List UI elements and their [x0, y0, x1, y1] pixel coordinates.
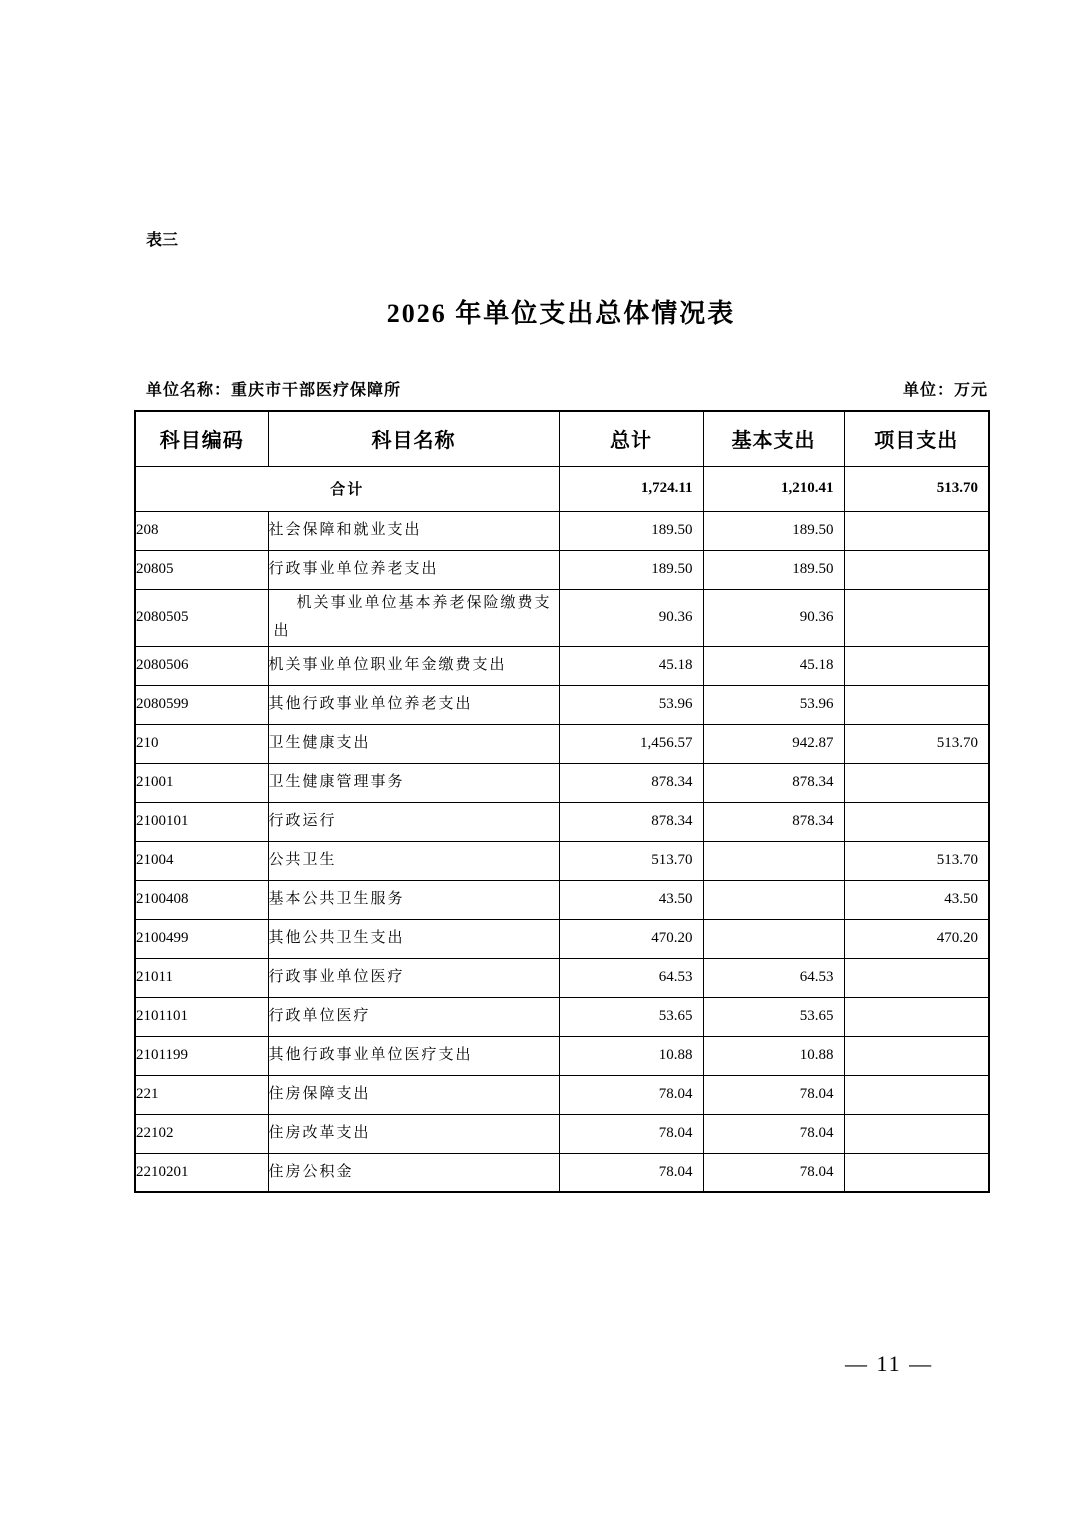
basic-expenditure-cell: 78.04 [703, 1153, 844, 1192]
total-row-total: 1,724.11 [559, 466, 703, 511]
basic-expenditure-cell: 878.34 [703, 802, 844, 841]
table-label: 表三 [146, 232, 179, 249]
subject-name-cell: 卫生健康管理事务 [268, 763, 559, 802]
total-cell: 470.20 [559, 919, 703, 958]
project-expenditure-cell: 43.50 [844, 880, 989, 919]
project-expenditure-cell [844, 763, 989, 802]
total-cell: 1,456.57 [559, 724, 703, 763]
table-row [135, 919, 989, 958]
subject-code-cell: 2100499 [135, 919, 268, 958]
subject-code-cell: 21011 [135, 958, 268, 997]
basic-expenditure-cell: 189.50 [703, 511, 844, 550]
total-cell: 189.50 [559, 550, 703, 589]
project-expenditure-cell [844, 997, 989, 1036]
basic-expenditure-cell [703, 841, 844, 880]
project-expenditure-cell: 513.70 [844, 724, 989, 763]
table-row [135, 880, 989, 919]
basic-expenditure-cell [703, 880, 844, 919]
subject-code-cell: 2210201 [135, 1153, 268, 1192]
basic-expenditure-cell: 78.04 [703, 1075, 844, 1114]
table-row [135, 646, 989, 685]
table-row [135, 589, 989, 646]
subject-name-cell: 公共卫生 [268, 841, 559, 880]
expenditure-table [134, 410, 990, 1193]
subject-name-cell: 行政单位医疗 [268, 997, 559, 1036]
subject-code-cell: 2100408 [135, 880, 268, 919]
total-cell: 45.18 [559, 646, 703, 685]
total-row-project: 513.70 [844, 466, 989, 511]
project-expenditure-cell: 470.20 [844, 919, 989, 958]
subject-code-cell: 2100101 [135, 802, 268, 841]
basic-expenditure-cell: 189.50 [703, 550, 844, 589]
project-expenditure-cell [844, 550, 989, 589]
subject-name-cell: 行政事业单位养老支出 [268, 550, 559, 589]
project-expenditure-cell [844, 589, 989, 646]
subject-code-cell: 208 [135, 511, 268, 550]
col-header-total: 总计 [559, 411, 703, 466]
subject-code-cell: 210 [135, 724, 268, 763]
subject-name-cell: 基本公共卫生服务 [268, 880, 559, 919]
total-cell: 78.04 [559, 1075, 703, 1114]
total-row-label: 合计 [135, 466, 559, 511]
subject-code-cell: 2101199 [135, 1036, 268, 1075]
subject-name-cell: 行政事业单位医疗 [268, 958, 559, 997]
table-row [135, 724, 989, 763]
subject-name-cell: 其他行政事业单位养老支出 [268, 685, 559, 724]
meta-row [146, 377, 988, 400]
subject-name-cell: 其他公共卫生支出 [268, 919, 559, 958]
basic-expenditure-cell: 45.18 [703, 646, 844, 685]
basic-expenditure-cell: 878.34 [703, 763, 844, 802]
unit-name-label: 单位名称：重庆市干部医疗保障所 [146, 382, 402, 399]
subject-code-cell: 2080506 [135, 646, 268, 685]
total-cell: 64.53 [559, 958, 703, 997]
project-expenditure-cell [844, 1153, 989, 1192]
project-expenditure-cell [844, 958, 989, 997]
total-cell: 878.34 [559, 802, 703, 841]
subject-code-cell: 2080599 [135, 685, 268, 724]
subject-name-cell: 卫生健康支出 [268, 724, 559, 763]
project-expenditure-cell [844, 1036, 989, 1075]
basic-expenditure-cell: 942.87 [703, 724, 844, 763]
project-expenditure-cell: 513.70 [844, 841, 989, 880]
total-cell: 189.50 [559, 511, 703, 550]
table-row [135, 685, 989, 724]
subject-name-cell: 机关事业单位职业年金缴费支出 [268, 646, 559, 685]
table-row [135, 1114, 989, 1153]
basic-expenditure-cell: 64.53 [703, 958, 844, 997]
basic-expenditure-cell [703, 919, 844, 958]
page-number: — 11 — [845, 1351, 934, 1376]
table-row [135, 997, 989, 1036]
project-expenditure-cell [844, 1075, 989, 1114]
basic-expenditure-cell: 78.04 [703, 1114, 844, 1153]
table-row [135, 763, 989, 802]
project-expenditure-cell [844, 802, 989, 841]
table-row [135, 1075, 989, 1114]
subject-code-cell: 2101101 [135, 997, 268, 1036]
col-header-subject-name: 科目名称 [268, 411, 559, 466]
project-expenditure-cell [844, 1114, 989, 1153]
project-expenditure-cell [844, 646, 989, 685]
table-row [135, 550, 989, 589]
total-cell: 513.70 [559, 841, 703, 880]
table-row [135, 841, 989, 880]
basic-expenditure-cell: 10.88 [703, 1036, 844, 1075]
subject-code-cell: 21001 [135, 763, 268, 802]
header-row [135, 411, 989, 466]
table-row [135, 958, 989, 997]
total-cell: 78.04 [559, 1114, 703, 1153]
basic-expenditure-cell: 53.96 [703, 685, 844, 724]
subject-name-cell: 社会保障和就业支出 [268, 511, 559, 550]
total-cell: 90.36 [559, 589, 703, 646]
total-cell: 10.88 [559, 1036, 703, 1075]
subject-name-cell: 机关事业单位基本养老保险缴费支出 [268, 589, 559, 646]
total-cell: 43.50 [559, 880, 703, 919]
basic-expenditure-cell: 53.65 [703, 997, 844, 1036]
subject-code-cell: 20805 [135, 550, 268, 589]
subject-name-cell: 住房公积金 [268, 1153, 559, 1192]
subject-name-cell: 其他行政事业单位医疗支出 [268, 1036, 559, 1075]
subject-name-cell: 住房保障支出 [268, 1075, 559, 1114]
project-expenditure-cell [844, 685, 989, 724]
subject-name-cell: 行政运行 [268, 802, 559, 841]
col-header-subject-code: 科目编码 [135, 411, 268, 466]
table-row [135, 1153, 989, 1192]
total-cell: 53.65 [559, 997, 703, 1036]
subject-code-cell: 22102 [135, 1114, 268, 1153]
page-title: 2026 年单位支出总体情况表 [386, 299, 736, 328]
total-cell: 878.34 [559, 763, 703, 802]
total-row-basic: 1,210.41 [703, 466, 844, 511]
total-cell: 53.96 [559, 685, 703, 724]
subject-code-cell: 2080505 [135, 589, 268, 646]
table-row [135, 1036, 989, 1075]
total-row [135, 466, 989, 511]
subject-code-cell: 21004 [135, 841, 268, 880]
col-header-project-expenditure: 项目支出 [844, 411, 989, 466]
total-cell: 78.04 [559, 1153, 703, 1192]
table-row [135, 511, 989, 550]
col-header-basic-expenditure: 基本支出 [703, 411, 844, 466]
unit-measure-label: 单位：万元 [902, 382, 988, 399]
project-expenditure-cell [844, 511, 989, 550]
table-row [135, 802, 989, 841]
basic-expenditure-cell: 90.36 [703, 589, 844, 646]
subject-code-cell: 221 [135, 1075, 268, 1114]
subject-name-cell: 住房改革支出 [268, 1114, 559, 1153]
